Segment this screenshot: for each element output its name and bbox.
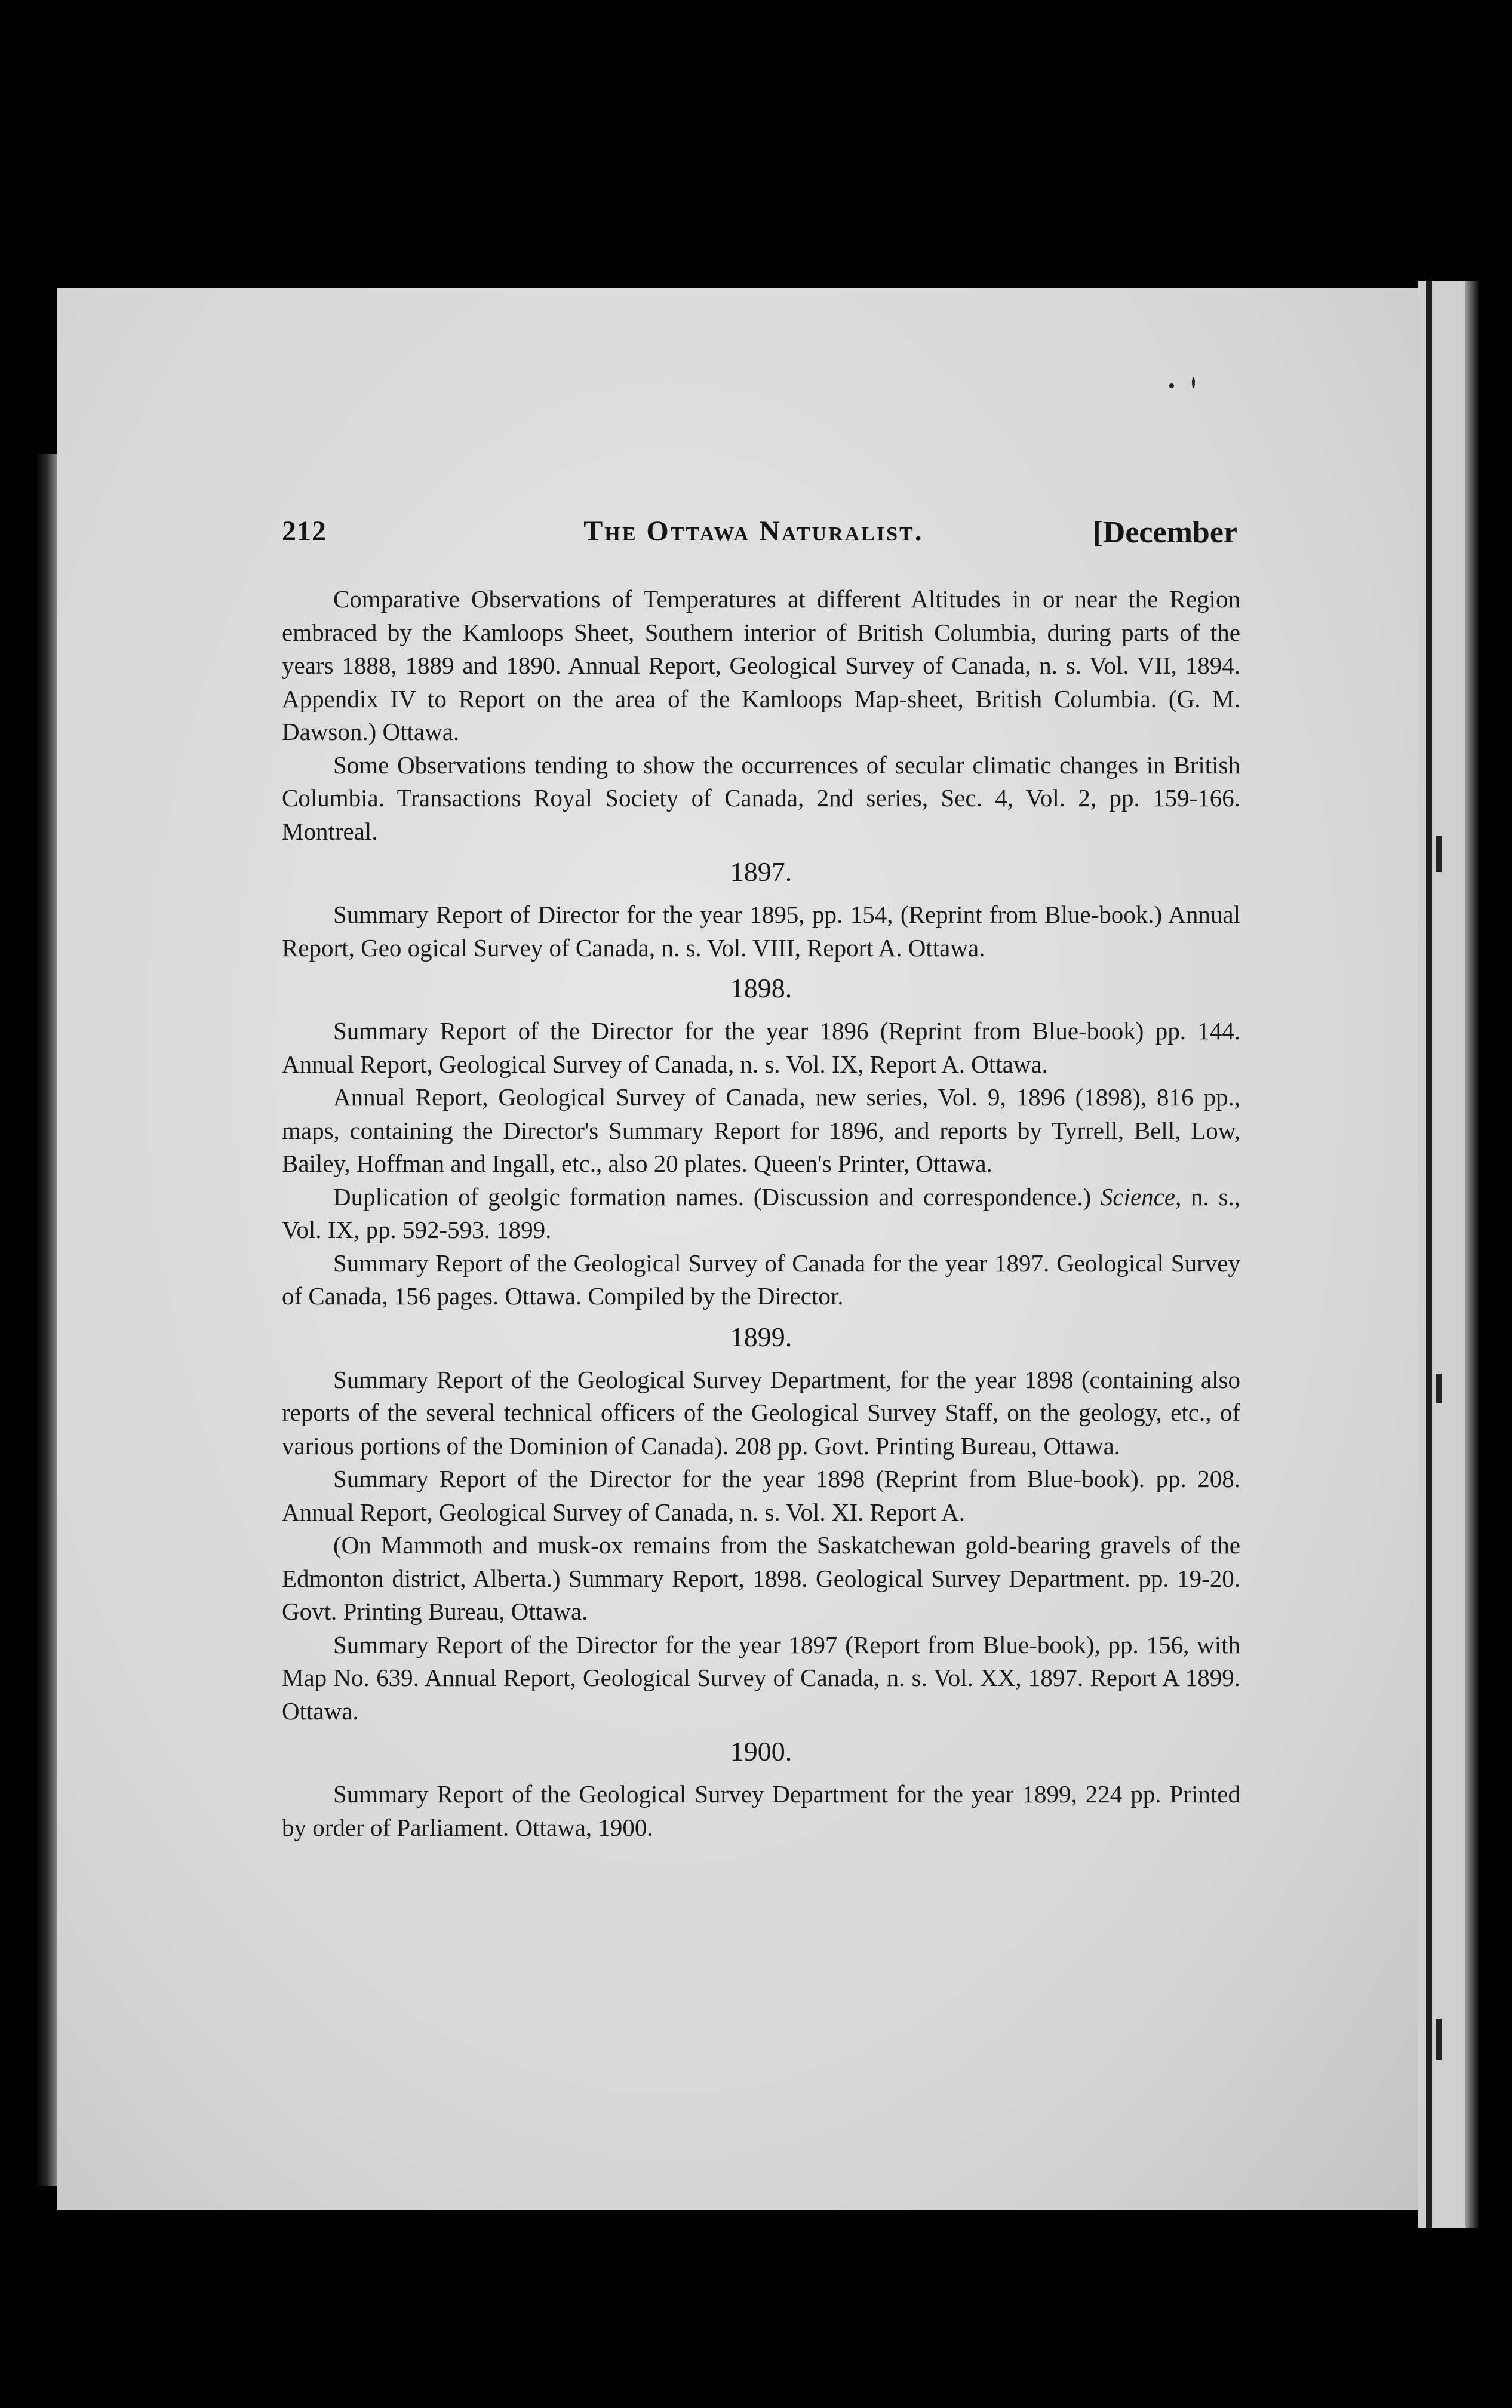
- bibliography-entry: [282, 1181, 1240, 1247]
- dust-speck: [1192, 377, 1195, 388]
- running-title: The Ottawa Naturalist.: [583, 515, 924, 547]
- bibliography-entry: Summary Report of the Geological Survey Department, for the year 1898 (containing also reports of the several technical officers of the Geological Survey Staff, on the geology, etc., of various portions of the Dominion of Canada). 208 pp. Govt. Printing Bureau, Ottawa.: [282, 1365, 1240, 1460]
- bibliography-text: [282, 583, 1240, 1844]
- dust-speck: [1169, 383, 1174, 388]
- year-heading: 1900.: [730, 1736, 792, 1767]
- bibliography-entry: Comparative Observations of Temperatures at different Altitudes in or near the Region embraced by the Kamloops Sheet, Southern interior of British Columbia, during parts of the years 1888, 1889 and 1890. Annual Report, Geological Survey of Canada, n. s. Vol. VII, 1894. Appendix IV to Report on the area of the Kamloops Map-sheet, British Columbia. (G. M. Dawson.) Ottawa.: [282, 585, 1240, 745]
- bibliography-entry: Some Observations tending to show the occurrences of secular climatic changes in British Columbia. Transactions Royal Society of Canada, 2nd series, Sec. 4, Vol. 2, pp. 159-166. Montreal.: [282, 751, 1240, 845]
- bibliography-entry: Annual Report, Geological Survey of Canada, new series, Vol. 9, 1896 (1898), 816 pp., maps, containing the Director's Summary Report for 1896, and reports by Tyrrell, Bell, Low, Bailey, Hoffman and Ingall, etc., also 20 plates. Queen's Printer, Ottawa.: [282, 1083, 1240, 1177]
- entry-text: , n. s., Vol. IX, pp. 592-593. 1899.: [282, 1182, 1240, 1243]
- bibliography-entry: Summary Report of the Geological Survey of Canada for the year 1897. Geological Survey of Canada, 156 pages. Ottawa. Compiled by the Director.: [282, 1249, 1240, 1310]
- year-heading: 1897.: [730, 856, 792, 887]
- journal-title: Science: [1100, 1182, 1176, 1211]
- bibliography-entry: Summary Report of the Director for the year 1897 (Report from Blue-book), pp. 156, with Map No. 639. Annual Report, Geological Survey of Canada, n. s. Vol. XX, 1897. Report A 1899. Ottawa.: [282, 1630, 1240, 1725]
- binding-shadow: [1465, 281, 1480, 2228]
- edge-mark: [1436, 836, 1442, 872]
- binding-line: [1426, 281, 1432, 2228]
- bibliography-entry: Summary Report of the Director for the year 1896 (Reprint from Blue-book) pp. 144. Annual Report, Geological Survey of Canada, n. s. Vol. IX, Report A. Ottawa.: [282, 1017, 1240, 1078]
- running-month: [December: [1092, 515, 1237, 549]
- bibliography-entry: Summary Report of the Geological Survey Department for the year 1899, 224 pp. Printed by order of Parliament. Ottawa, 1900.: [282, 1780, 1240, 1841]
- page-left-edge: [36, 454, 57, 2186]
- year-heading: 1899.: [730, 1321, 792, 1352]
- year-heading: 1898.: [730, 973, 792, 1003]
- page-number: 212: [282, 515, 327, 547]
- bibliography-entry: (On Mammoth and musk-ox remains from the Saskatchewan gold-bearing gravels of the Edmonton district, Alberta.) Summary Report, 1898. Geological Survey Department. pp. 19-20. Govt. Printing Bureau, Ottawa.: [282, 1531, 1240, 1625]
- entry-text: Duplication of geolgic formation names. (Discussion and correspondence.): [333, 1182, 1101, 1211]
- edge-mark: [1436, 1374, 1442, 1403]
- running-header: [282, 515, 1237, 557]
- edge-mark: [1436, 2019, 1442, 2060]
- bibliography-entry: Summary Report of Director for the year 1895, pp. 154, (Reprint from Blue-book.) Annual Report, Geo ogical Survey of Canada, n. s. Vol. VIII, Report A. Ottawa.: [282, 901, 1240, 962]
- next-page-edge: [1418, 281, 1465, 2228]
- bibliography-entry: Summary Report of the Director for the year 1898 (Reprint from Blue-book). pp. 208. Annual Report, Geological Survey of Canada, n. s. Vol. XI. Report A.: [282, 1465, 1240, 1526]
